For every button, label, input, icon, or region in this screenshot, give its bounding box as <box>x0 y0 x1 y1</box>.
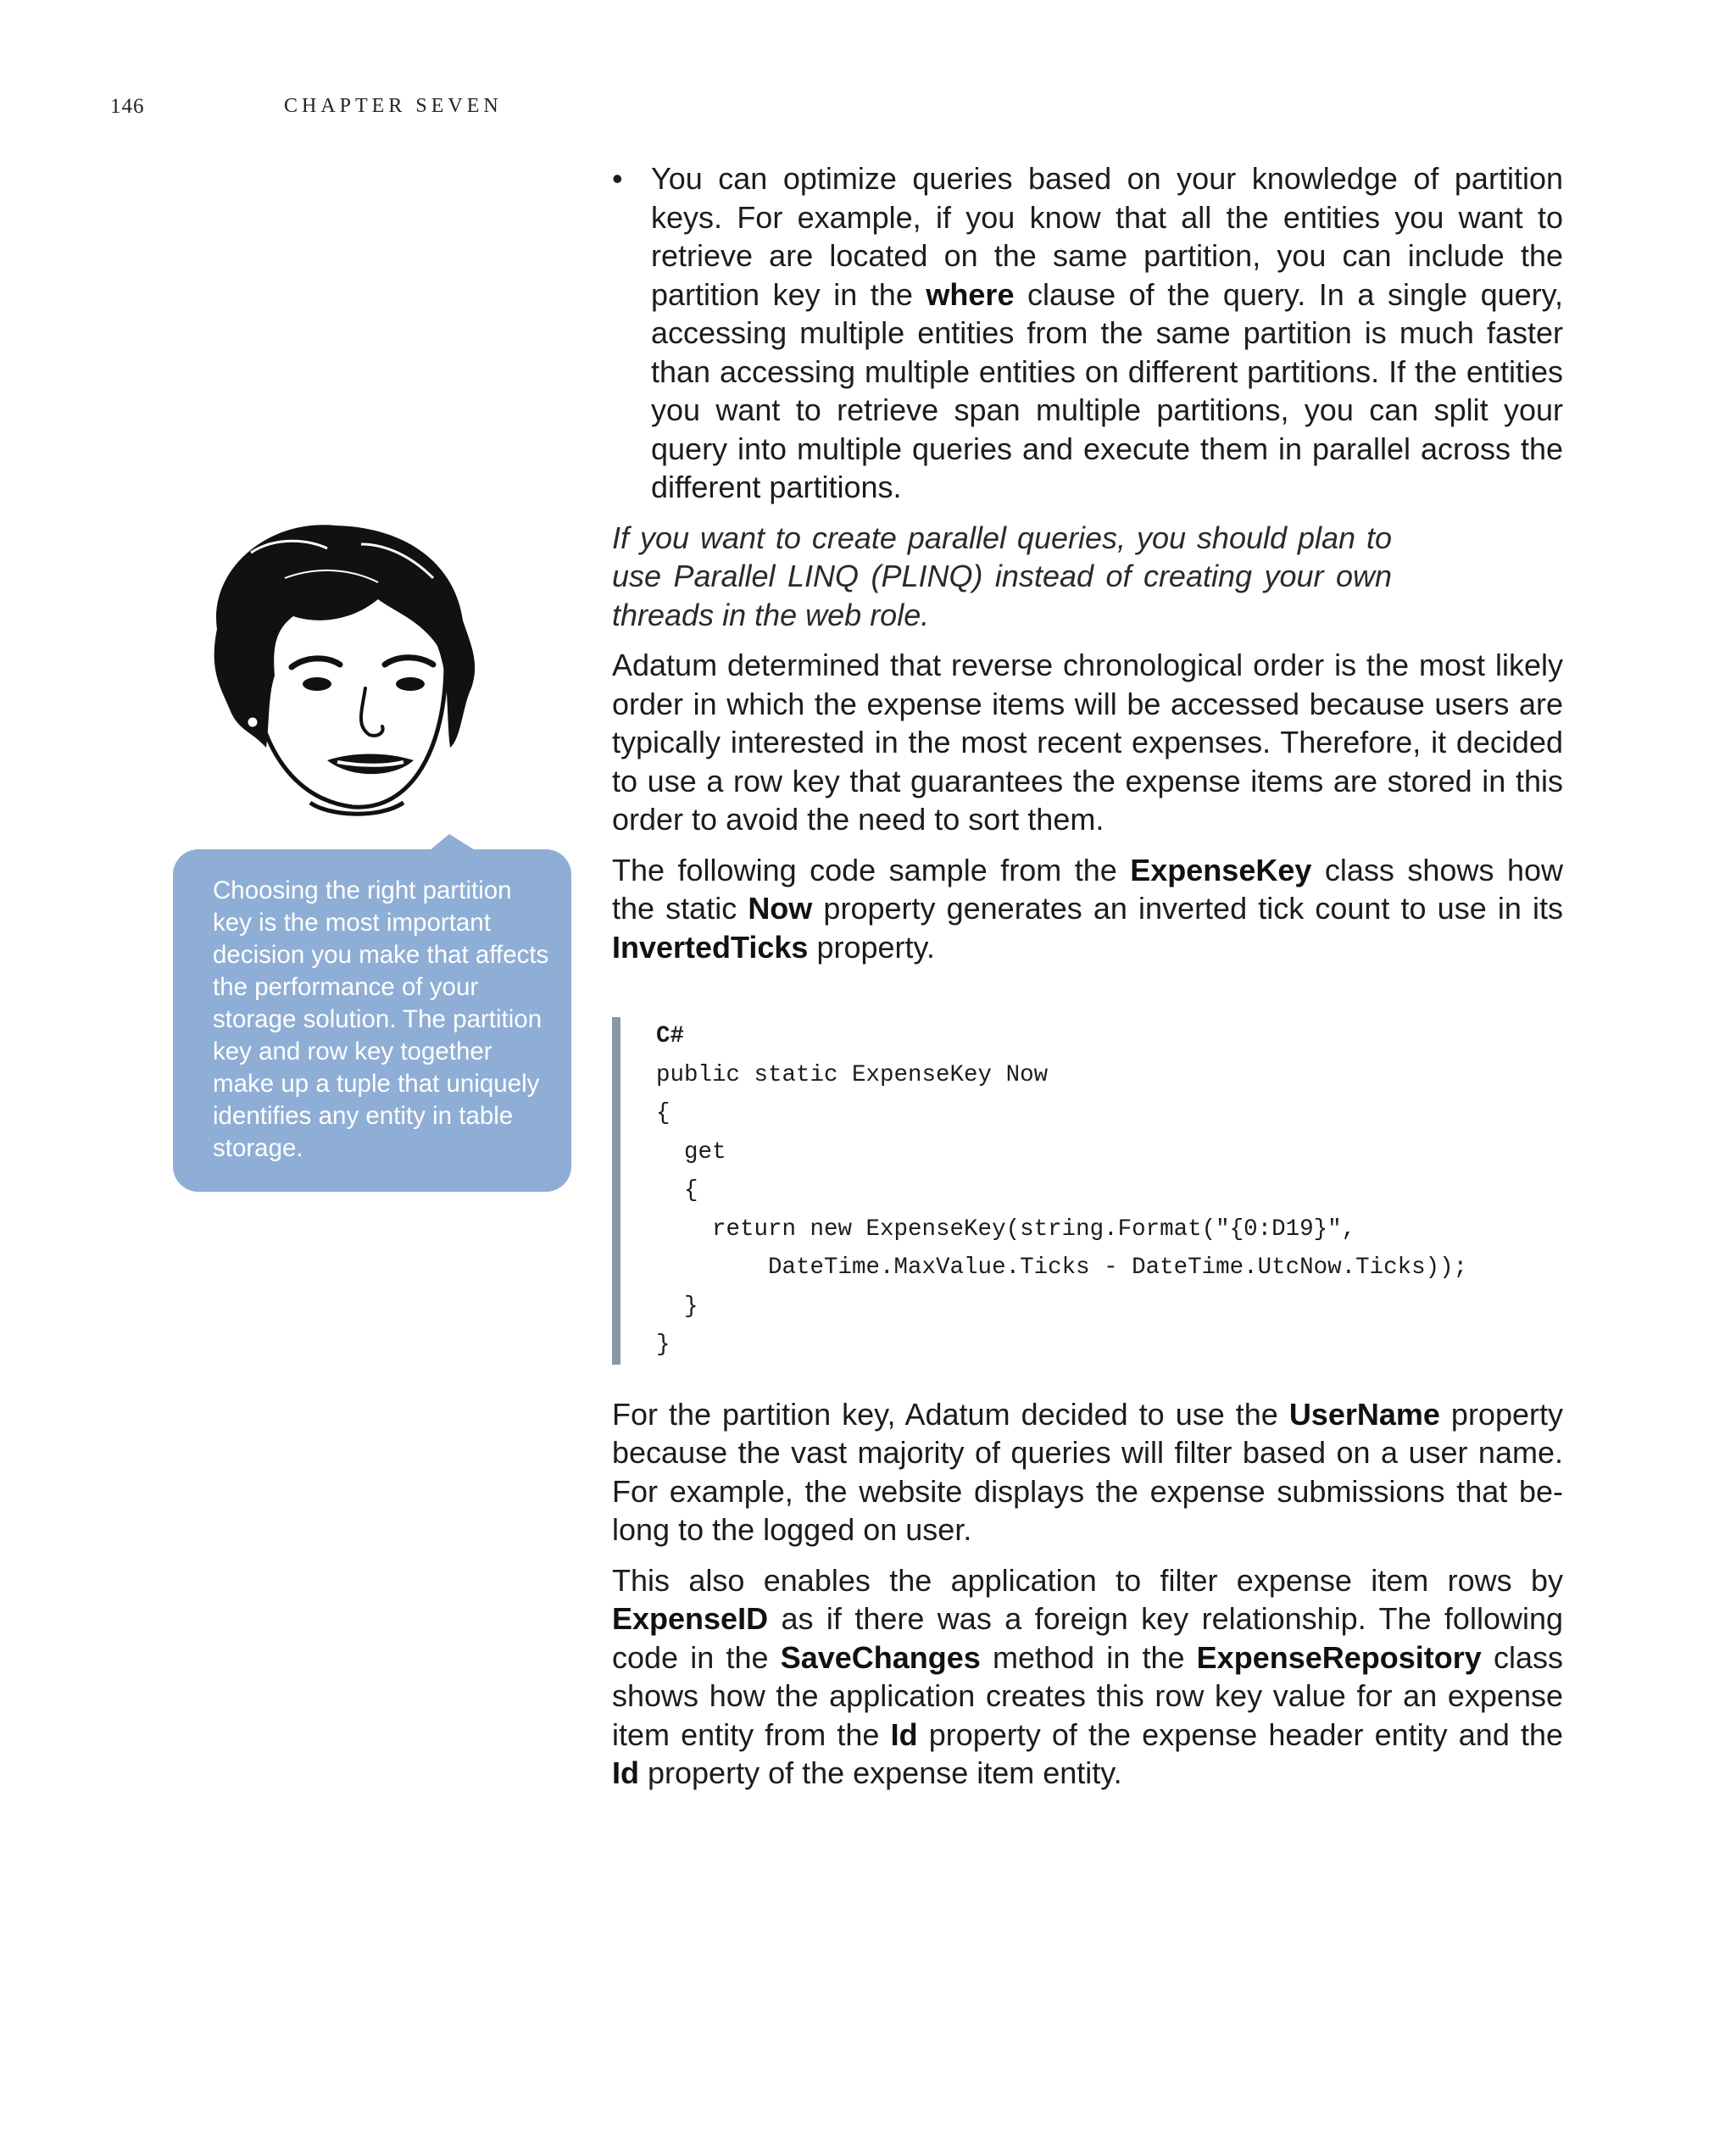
para2-part-1: The following code sample from the <box>612 852 1131 887</box>
code-line: { <box>656 1177 698 1204</box>
sidebar-callout <box>173 849 571 1192</box>
para3-part-1: For the partition key, Adatum decided to use the <box>612 1396 1289 1432</box>
code-language: C# <box>656 1023 685 1049</box>
paragraph-expenseid <box>612 1561 1563 1793</box>
para4-part-6: property of the expense item entity. <box>639 1755 1122 1790</box>
bullet-text-part-1: You can optimize queries based on your knowledge of partition keys. For example, if you know that all the entities you want to retrieve are located on the same partition, you can include the partition key in the <box>651 161 1563 312</box>
code-block <box>612 1017 1563 1365</box>
para2-part-2: class shows how the static <box>612 852 1563 926</box>
callout-text: Choosing the right partition key is the most important decision you make that affects the performance of your storage solution. The partition key and row key together make up a tuple that uniquely identifies any entity in table storage. <box>213 876 549 1162</box>
code-line: get <box>656 1138 726 1165</box>
bullet-text-part-2: clause of the query. In a single query, accessing multiple entities from the same partition is much faster than accessing multiple entities on different partitions. If the entities you want to retrieve span multiple partitions, you can split your query into multiple queries and execute them in parallel across the different partitions. <box>651 276 1563 504</box>
para2-part-4: property. <box>808 929 935 965</box>
para2-part-3: property generates an inverted tick count to use in its <box>812 891 1563 926</box>
callout-pointer <box>429 834 476 851</box>
para4-part-1: This also enables the application to filter expense item rows by <box>612 1562 1563 1598</box>
bullet-mark: • <box>612 161 623 196</box>
bold-invertedticks: InvertedTicks <box>612 929 809 965</box>
para4-part-4: class shows how the application creates this row key value for an expense item entity from the <box>612 1639 1563 1752</box>
para3-part-2: property because the vast majority of queries will filter based on a user name. For example, the website displays the expense submissions that belong to the logged on user. <box>612 1396 1563 1547</box>
page-number: 146 <box>110 95 145 118</box>
paragraph-expensekey <box>612 851 1563 967</box>
bold-expenserepository: ExpenseRepository <box>1196 1639 1482 1675</box>
para4-part-3: method in the <box>980 1639 1197 1675</box>
bold-id-2: Id <box>612 1755 639 1790</box>
bold-where: where <box>926 276 1015 312</box>
woman-portrait-icon <box>192 519 488 824</box>
code-line: public static ExpenseKey Now <box>656 1061 1049 1088</box>
bold-username: UserName <box>1288 1396 1440 1432</box>
bold-savechanges: SaveChanges <box>780 1639 981 1675</box>
bold-expensekey: ExpenseKey <box>1130 852 1312 887</box>
paragraph-row-key: Adatum determined that reverse chronological order is the most likely order in which the expense items will be accessed because users are typically interested in the most recent expenses. Therefore, it decided to use a row key that guarantees the expense items are stored in this order to avoid the need to sort them. <box>612 648 1563 837</box>
italic-note: If you want to create parallel queries, you should plan to use Parallel LINQ (PLINQ) instead of creating your own threads in the web role. <box>612 520 1392 632</box>
code-line: return new ExpenseKey(string.Format("{0:D19}", <box>656 1215 1356 1243</box>
bold-now: Now <box>748 891 813 926</box>
paragraph-partition-key <box>612 1395 1563 1549</box>
bullet-item <box>612 159 1563 507</box>
para4-part-5: property of the expense header entity and the <box>917 1716 1564 1752</box>
para4-part-2: as if there was a foreign key relationship. The following code in the <box>612 1601 1563 1675</box>
bullet-text <box>651 159 1563 507</box>
code-line: DateTime.MaxValue.Ticks - DateTime.UtcNow.Ticks)); <box>656 1254 1468 1281</box>
bold-expenseid: ExpenseID <box>612 1601 769 1636</box>
code-line: } <box>656 1332 670 1358</box>
chapter-title: CHAPTER SEVEN <box>284 95 503 117</box>
code-line: } <box>656 1293 698 1320</box>
bold-id-1: Id <box>890 1716 918 1752</box>
main-content <box>612 159 1563 1805</box>
code-line: { <box>656 1100 670 1126</box>
